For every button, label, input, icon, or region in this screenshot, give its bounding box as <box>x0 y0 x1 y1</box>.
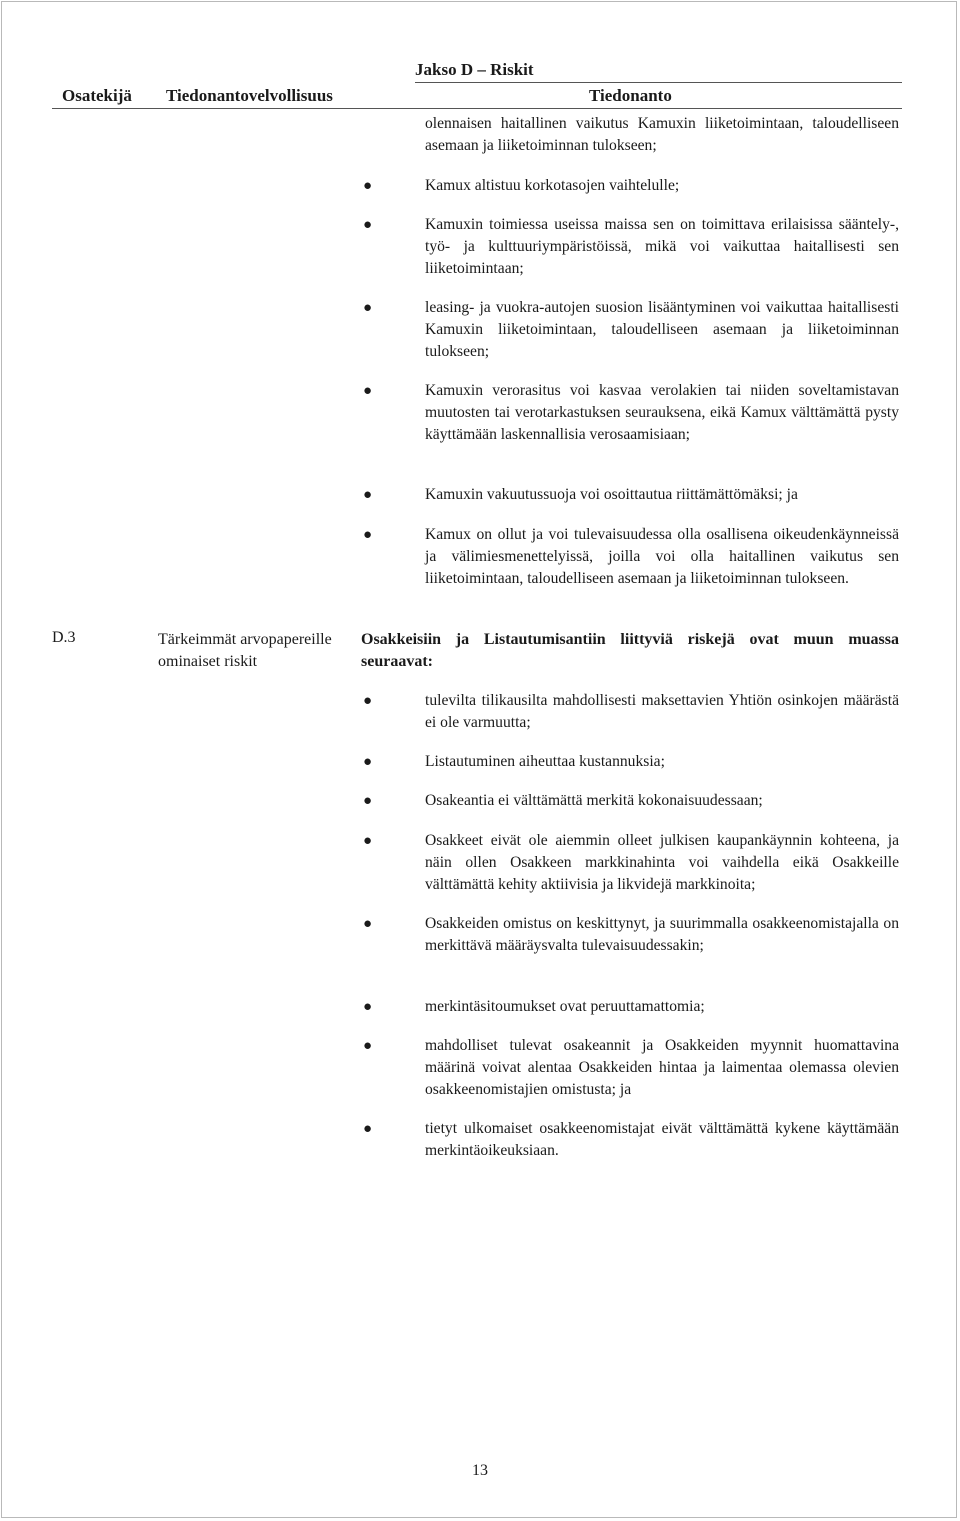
bullet-icon: ● <box>363 754 373 770</box>
bullet-icon: ● <box>363 178 373 194</box>
d3-intro: Osakkeisiin ja Listautumisantiin liittyviä riskejä ovat muun muassa seuraavat: <box>361 631 899 670</box>
row-number-d3: D.3 <box>52 629 76 646</box>
bullet-icon: ● <box>363 793 373 809</box>
bullet-icon: ● <box>363 693 373 709</box>
list-item: Listautuminen aiheuttaa kustannuksia; <box>425 753 665 770</box>
continued-paragraph: olennaisen haitallinen vaikutus Kamuxin liiketoimintaan, taloudelliseen asemaan ja liiketoiminnan tulokseen; <box>425 115 899 154</box>
list-item: mahdolliset tulevat osakeannit ja Osakkeiden myynnit huomattavina määrinä voivat alentaa Osakkeiden hintaa ja laimentaa olemassa olevien osakkeenomistajien omistusta; ja <box>425 1037 899 1098</box>
list-item: tietyt ulkomaiset osakkeenomistajat eivät välttämättä kykene käyttämään merkintäoikeuksiaan. <box>425 1120 899 1159</box>
bullet-icon: ● <box>363 999 373 1015</box>
bullet-icon: ● <box>363 833 373 849</box>
column-header-tiedonanto: Tiedonanto <box>589 86 672 105</box>
list-item: Osakkeet eivät ole aiemmin olleet julkisen kaupankäynnin kohteena, ja näin ollen Osakkeen markkinahinta voi vaihdella eikä Osakkeille välttämättä kehity aktiivisia ja likvidejä markkinoita; <box>425 832 899 893</box>
bullet-icon: ● <box>363 383 373 399</box>
bullet-icon: ● <box>363 1038 373 1054</box>
bullet-icon: ● <box>363 1121 373 1137</box>
page-number: 13 <box>472 1462 488 1479</box>
list-item: Kamuxin toimiessa useissa maissa sen on toimittava erilaisissa sääntely-, työ- ja kulttuuriympäristöissä, mikä voi vaikuttaa haitallisesti sen liiketoimintaan; <box>425 216 899 277</box>
list-item: Kamuxin verorasitus voi kasvaa verolakien tai niiden soveltamistavan muutosten tai verotarkastuksen seurauksena, eikä Kamux välttämättä pysty käyttämään laskennallisia verosaamisiaan; <box>425 382 899 443</box>
column-header-tiedonantovelvollisuus: Tiedonantovelvollisuus <box>166 86 333 105</box>
list-item: Osakkeiden omistus on keskittynyt, ja suurimmalla osakkeenomistajalla on merkittävä määräysvalta tulevaisuudessakin; <box>425 915 899 954</box>
list-item: Kamux altistuu korkotasojen vaihtelulle; <box>425 177 680 194</box>
column-header-osatekija: Osatekijä <box>62 86 132 105</box>
list-item: Kamuxin vakuutussuoja voi osoittautua riittämättömäksi; ja <box>425 486 798 503</box>
bullet-icon: ● <box>363 916 373 932</box>
list-item: Osakeantia ei välttämättä merkitä kokonaisuudessaan; <box>425 792 763 809</box>
list-item: leasing- ja vuokra-autojen suosion lisääntyminen voi vaikuttaa haitallisesti Kamuxin liiketoimintaan, taloudelliseen asemaan ja liiketoiminnan tulokseen; <box>425 299 899 360</box>
list-item: Kamux on ollut ja voi tulevaisuudessa olla osallisena oikeudenkäynneissä ja välimiesmenettelyissä, joilla voi olla haitallinen vaikutus sen liiketoimintaan, taloudelliseen asemaan ja liiketoiminnan tulokseen. <box>425 526 899 587</box>
header-rule-bottom <box>52 108 902 109</box>
section-title: Jakso D – Riskit <box>415 60 534 79</box>
bullet-icon: ● <box>363 527 373 543</box>
bullet-icon: ● <box>363 300 373 316</box>
header-rule-top <box>415 82 902 83</box>
bullet-icon: ● <box>363 487 373 503</box>
list-item: merkintäsitoumukset ovat peruuttamattomia; <box>425 998 705 1015</box>
bullet-icon: ● <box>363 217 373 233</box>
row-label-d3: Tärkeimmät arvopapereille ominaiset riskit <box>158 631 332 670</box>
list-item: tulevilta tilikausilta mahdollisesti maksettavien Yhtiön osinkojen määrästä ei ole varmuutta; <box>425 692 899 731</box>
